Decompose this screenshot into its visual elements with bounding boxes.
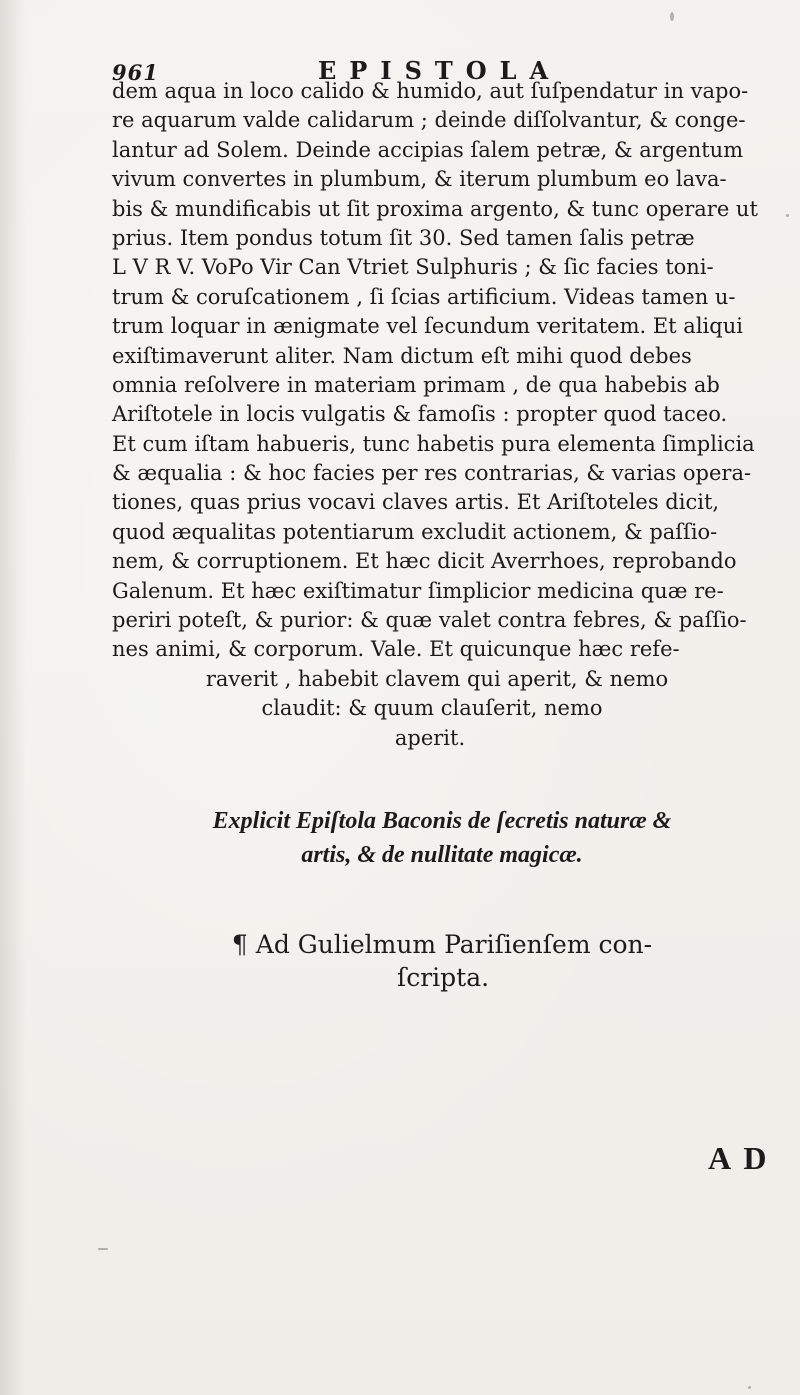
text-line: exiſtimaverunt aliter. Nam dictum eſt mihi quod debes xyxy=(112,343,692,368)
text-line: trum & coruſcationem , ſi ſcias artificium. Videas tamen u- xyxy=(112,284,736,309)
text-line: quod æqualitas potentiarum excludit actionem, & paſſio- xyxy=(112,519,718,544)
text-line: claudit: & quum clauſerit, nemo xyxy=(261,696,603,721)
text-line: Ariſtotele in locis vulgatis & famoſis : propter quod taceo. xyxy=(112,402,728,427)
text-line: raverit , habebit clavem qui aperit, & nemo xyxy=(205,666,669,691)
text-line: periri poteſt, & purior: & quæ valet contra febres, & paſſio- xyxy=(112,608,747,633)
explicit-line: Explicit Epiſtola Baconis de ſecretis naturæ & xyxy=(212,808,672,834)
text-line: L V R V. VoPo Vir Can Vtriet Sulphuris ; & ſic facies toni- xyxy=(112,255,714,280)
dedication-heading xyxy=(112,928,792,994)
text-line: lantur ad Solem. Deinde accipias ſalem petræ, & argentum xyxy=(112,137,744,162)
catchword: A D xyxy=(708,1140,770,1176)
text-line: tiones, quas prius vocavi claves artis. Et Ariſtoteles dicit, xyxy=(112,490,720,515)
text-line: vivum convertes in plumbum, & iterum plumbum eo lava- xyxy=(112,167,727,192)
text-line: & æqualia : & hoc facies per res contrarias, & varias opera- xyxy=(112,461,752,486)
text-line: Galenum. Et hæc exiſtimatur ſimplicior medicina quæ re- xyxy=(112,578,724,603)
text-line: prius. Item pondus totum ſit 30. Sed tamen ſalis petræ xyxy=(112,225,695,250)
text-line: omnia reſolvere in materiam primam , de qua habebis ab xyxy=(112,372,720,397)
text-line: dem aqua in loco calido & humido, aut ſuſpendatur in vapo- xyxy=(112,79,749,103)
paper-speck xyxy=(786,214,789,217)
explicit-colophon xyxy=(112,804,792,872)
body-text xyxy=(112,77,792,753)
explicit-line: artis, & de nullitate magicæ. xyxy=(301,842,583,868)
page-number: 961 xyxy=(112,60,159,85)
dedication-line: ſcripta. xyxy=(396,963,490,992)
text-line: nem, & corruptionem. Et hæc dicit Averrhoes, reprobando xyxy=(112,549,737,574)
text-line: Et cum iſtam habueris, tunc habetis pura elementa ſimplicia xyxy=(112,431,755,456)
text-line: re aquarum valde calidarum ; deinde diſſolvantur, & conge- xyxy=(112,108,746,133)
running-title: EPISTOLA xyxy=(318,56,562,85)
paper-speck xyxy=(98,1248,108,1250)
text-line: nes animi, & corporum. Vale. Et quicunque hæc refe- xyxy=(112,637,680,662)
text-line: aperit. xyxy=(394,725,466,750)
text-line: bis & mundificabis ut ſit proxima argento, & tunc operare ut xyxy=(112,196,758,221)
paper-speck xyxy=(748,1386,751,1389)
paper-speck xyxy=(670,12,674,21)
dedication-line: ¶ Ad Gulielmum Pariſienſem con- xyxy=(231,930,653,959)
text-line: trum loquar in ænigmate vel ſecundum veritatem. Et aliqui xyxy=(112,314,743,339)
gutter-shadow xyxy=(0,0,26,1395)
